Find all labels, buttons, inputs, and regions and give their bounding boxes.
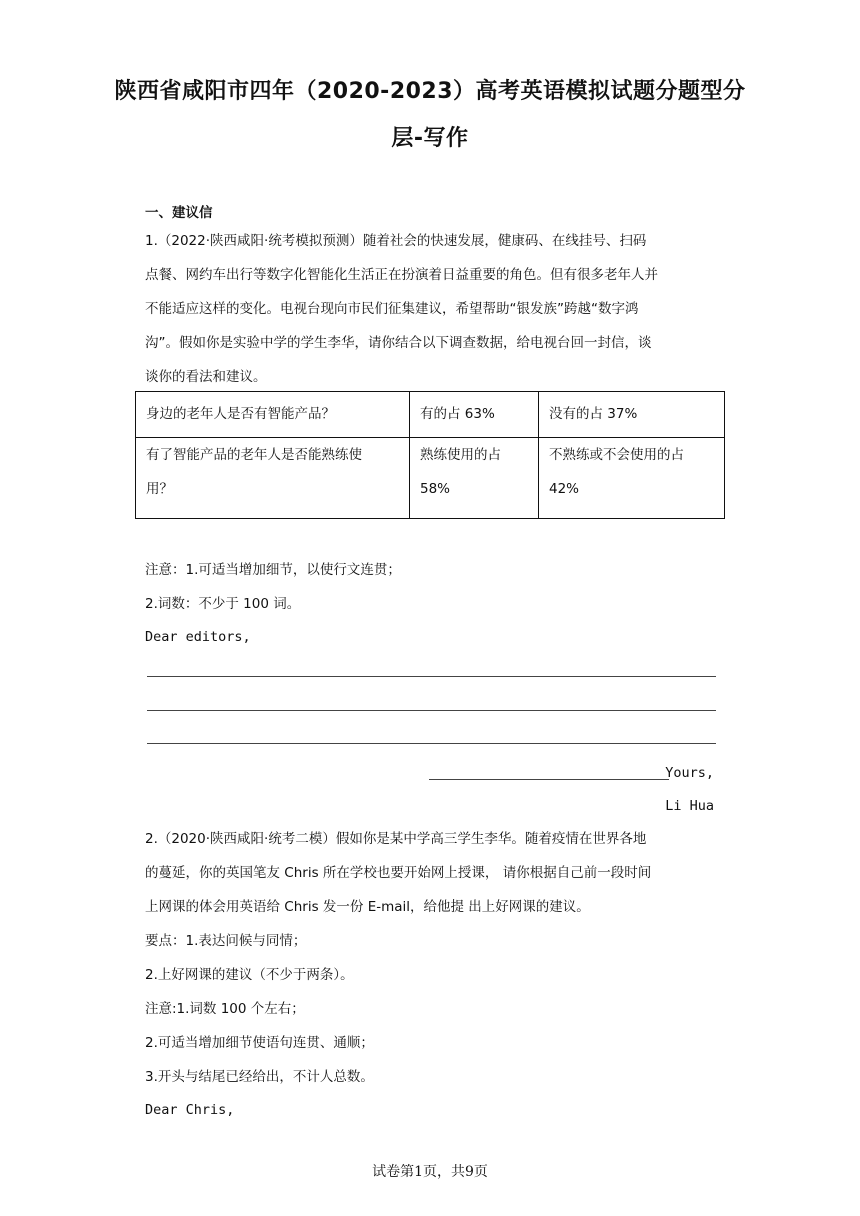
question1-line: 谈你的看法和建议。 [145,369,267,385]
document-title-line2: 层-写作 [391,126,469,151]
table-cell: 有的占 63% [410,392,539,438]
table-cell [136,438,410,519]
question1-line: 1.（2022·陕西咸阳·统考模拟预测）随着社会的快速发展，健康码、在线挂号、扫码 [145,233,647,249]
answer-blank-line [147,676,716,677]
points-line: 要点：1.表达问候与同情； [145,933,307,949]
table-cell-text: 熟练使用的占 [420,447,501,463]
question2-line: 的蔓延，你的英国笔友 Chris 所在学校也要开始网上授课， 请你根据自己前一段时间 [145,865,652,881]
answer-blank-line [147,710,716,711]
table-cell: 没有的占 37% [539,392,725,438]
survey-table [135,391,725,519]
question1-line: 沟”。假如你是实验中学的学生李华，请你结合以下调查数据，给电视台回一封信，谈 [145,335,652,351]
note-line: 注意：1.可适当增加细节，以使行文连贯； [145,562,401,578]
table-cell-text: 42% [549,481,580,497]
table-row [136,392,725,438]
points-line: 2.上好网课的建议（不少于两条）。 [145,967,354,983]
document-title-line1: 陕西省咸阳市四年（2020-2023）高考英语模拟试题分题型分 [114,79,746,104]
note-line: 2.词数：不少于 100 词。 [145,596,301,612]
table-cell: 身边的老年人是否有智能产品？ [136,392,410,438]
letter-closing: Yours, [665,765,714,781]
question2-line: 2.（2020·陕西咸阳·统考二模）假如你是某中学高三学生李华。随着疫情在世界各地 [145,831,647,847]
table-cell-text: 58% [420,481,451,497]
question1-line: 点餐、网约车出行等数字化智能化生活正在扮演着日益重要的角色。但有很多老年人并 [145,267,658,283]
table-cell [539,438,725,519]
table-row [136,438,725,519]
letter-salutation: Dear editors, [145,629,251,645]
letter-signature: Li Hua [665,798,714,814]
signature-blank-line [429,779,669,780]
table-cell-text: 不熟练或不会使用的占 [549,447,684,463]
table-cell-text: 用？ [146,481,173,497]
table-cell [410,438,539,519]
note-line: 注意:1.词数 100 个左右； [145,1001,305,1017]
section-heading: 一、建议信 [145,205,213,221]
question2-line: 上网课的体会用英语给 Chris 发一份 E-mail，给他提 出上好网课的建议。 [145,899,590,915]
note-line: 3.开头与结尾已经给出，不计人总数。 [145,1069,374,1085]
answer-blank-line [147,743,716,744]
table-cell-text: 有了智能产品的老年人是否能熟练使 [146,447,362,463]
note-line: 2.可适当增加细节使语句连贯、通顺； [145,1035,374,1051]
letter-salutation: Dear Chris, [145,1102,235,1118]
page-footer: 试卷第1页，共9页 [372,1164,488,1180]
question1-line: 不能适应这样的变化。电视台现向市民们征集建议，希望帮助“银发族”跨越“数字鸿 [145,301,639,317]
